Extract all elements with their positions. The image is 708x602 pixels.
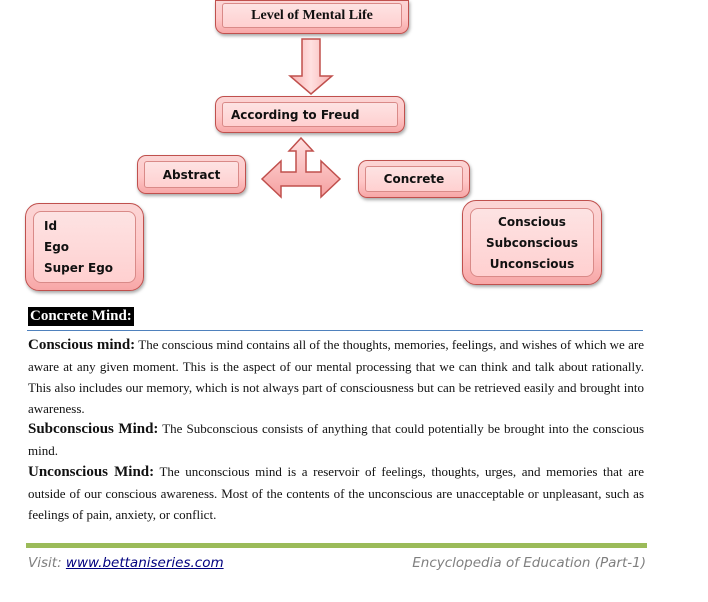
website-link[interactable]: www.bettaniseries.com — [65, 555, 224, 571]
id-ego-superego-box — [25, 203, 144, 291]
level-of-mental-life-box — [215, 0, 409, 34]
abstract-box — [137, 155, 246, 194]
paragraph-text: The conscious mind contains all of the thoughts, memories, feelings, and wishes of which we are aware at any given moment. This is the aspect of our mental processing that we can think and talk about rationally. This also includes our memory, which is not always part of consciousness but can be retrieved easily and brought into awareness. — [28, 337, 645, 416]
down-arrow-icon — [288, 38, 334, 96]
left-item: Super Ego — [44, 261, 114, 275]
heading-rule — [27, 330, 643, 331]
left-item: Id — [44, 219, 58, 233]
levels-of-consciousness-box — [462, 200, 602, 285]
concrete-box — [358, 160, 470, 198]
paragraph-text: The unconscious mind is a reservoir of feelings, thoughts, urges, and memories that are outside of our conscious awareness. Most of the contents of the unconscious are unacceptable or unpleasant, such as feelings of pain, anxiety, or conflict. — [28, 464, 644, 522]
footer-divider — [26, 543, 647, 548]
according-to-freud-box — [215, 96, 405, 133]
section-heading: Concrete Mind: — [30, 308, 132, 324]
visit-label: Visit: — [28, 555, 66, 571]
right-item: Subconscious — [486, 235, 578, 250]
conscious-paragraph — [28, 334, 644, 419]
three-way-arrow-icon — [260, 137, 342, 201]
top-box-label: Level of Mental Life — [251, 7, 373, 23]
concrete-label: Concrete — [383, 172, 445, 186]
right-item: Conscious — [498, 214, 566, 229]
paragraph-text: The Subconscious consists of anything that could potentially be brought into the conscious mind. — [28, 421, 645, 458]
footer-book-title: Encyclopedia of Education (Part-1) — [412, 555, 646, 571]
footer-visit — [28, 555, 224, 571]
unconscious-paragraph — [28, 461, 644, 525]
paragraph-term: Conscious mind: — [28, 337, 136, 353]
paragraph-term: Unconscious Mind: — [28, 464, 155, 480]
abstract-label: Abstract — [162, 167, 221, 182]
left-item: Ego — [44, 240, 70, 254]
right-item: Unconscious — [489, 256, 575, 271]
subconscious-paragraph — [28, 418, 644, 461]
paragraph-term: Subconscious Mind: — [28, 421, 159, 437]
middle-box-label: According to Freud — [231, 107, 360, 122]
